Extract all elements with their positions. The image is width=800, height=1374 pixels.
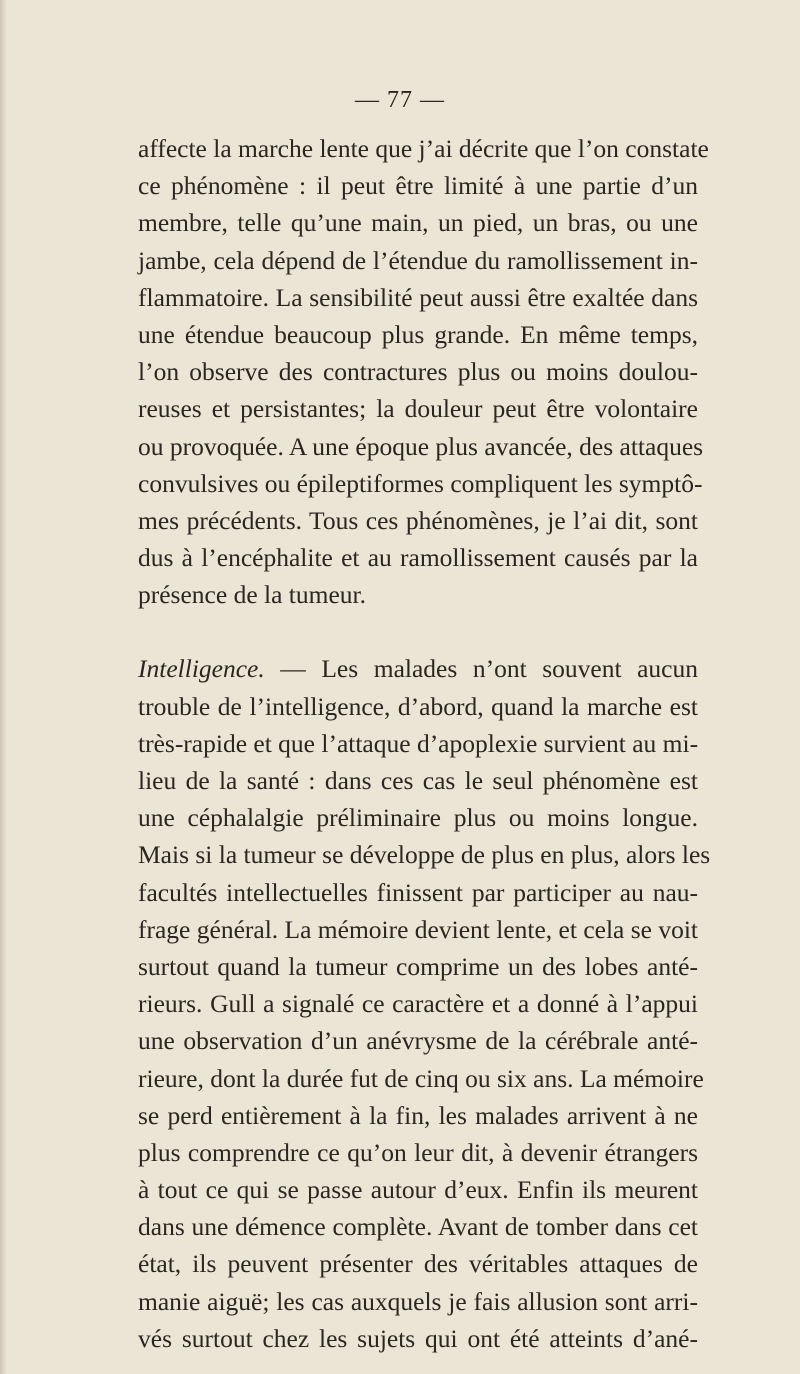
heading-line-rest: — Les malades n’ont souvent aucun: [264, 654, 698, 684]
text-line: dus à l’encéphalite et au ramollissement causés par la: [138, 543, 698, 573]
text-line: l’on observe des contractures plus ou moins doulou-: [138, 357, 698, 387]
paragraph-1: [138, 130, 709, 613]
text-line: trouble de l’intelligence, d’abord, quand la marche est: [138, 691, 698, 721]
text-line: [138, 650, 698, 687]
text-line: convulsives ou épileptiformes compliquent les symptô-: [138, 468, 703, 498]
text-line: rieurs. Gull a signalé ce caractère et a donné à l’appui: [138, 989, 698, 1019]
text-line: surtout quand la tumeur comprime un des lobes anté-: [138, 951, 698, 981]
text-line: reuses et persistantes; la douleur peut être volontaire: [138, 394, 698, 424]
text-line: mes précédents. Tous ces phénomènes, je l’ai dit, sont: [138, 505, 698, 535]
text-line: frage général. La mémoire devient lente, et cela se voit: [138, 914, 699, 944]
text-line: une étendue beaucoup plus grande. En même temps,: [138, 319, 698, 349]
paragraph-2: [138, 650, 711, 1357]
section-heading: Intelligence.: [138, 654, 265, 684]
text-line: état, ils peuvent présenter des véritables attaques de: [138, 1249, 698, 1279]
text-line: affecte la marche lente que j’ai décrite que l’on constate: [138, 134, 709, 163]
text-line: ce phénomène : il peut être limité à une partie d’un: [138, 171, 698, 201]
text-line: présence de la tumeur.: [138, 580, 366, 610]
text-line: jambe, cela dépend de l’étendue du ramollissement in-: [138, 245, 698, 275]
text-line: flammatoire. La sensibilité peut aussi être exaltée dans: [138, 282, 698, 312]
text-line: vés surtout chez les sujets qui ont été atteints d’ané-: [138, 1323, 698, 1353]
text-line: une céphalalgie préliminaire plus ou moins longue.: [138, 803, 698, 833]
text-line: se perd entièrement à la fin, les malades arrivent à ne: [138, 1100, 698, 1130]
text-line: ou provoquée. A une époque plus avancée, des attaques: [138, 431, 704, 461]
page-edge-shadow: [0, 0, 7, 1374]
text-line: Mais si la tumeur se développe de plus en plus, alors les: [138, 840, 711, 870]
text-line: très-rapide et que l’attaque d’apoplexie survient au mi-: [138, 728, 699, 758]
text-line: manie aiguë; les cas auxquels je fais allusion sont arri-: [138, 1286, 698, 1316]
text-line: membre, telle qu’une main, un pied, un bras, ou une: [138, 208, 698, 238]
text-line: plus comprendre ce qu’on leur dit, à devenir étrangers: [138, 1137, 698, 1167]
page-number: — 77 —: [355, 87, 445, 113]
text-line: facultés intellectuelles finissent par participer au nau-: [138, 877, 698, 907]
text-line: rieure, dont la durée fut de cinq ou six ans. La mémoire: [138, 1063, 704, 1093]
text-line: une observation d’un anévrysme de la cérébrale anté-: [138, 1026, 698, 1056]
text-line: à tout ce qui se passe autour d’eux. Enfin ils meurent: [138, 1175, 698, 1205]
text-line: dans une démence complète. Avant de tomber dans cet: [138, 1212, 698, 1242]
text-line: lieu de la santé : dans ces cas le seul phénomène est: [138, 766, 698, 795]
body-text: [138, 130, 711, 1357]
paragraph-gap: [138, 613, 698, 650]
